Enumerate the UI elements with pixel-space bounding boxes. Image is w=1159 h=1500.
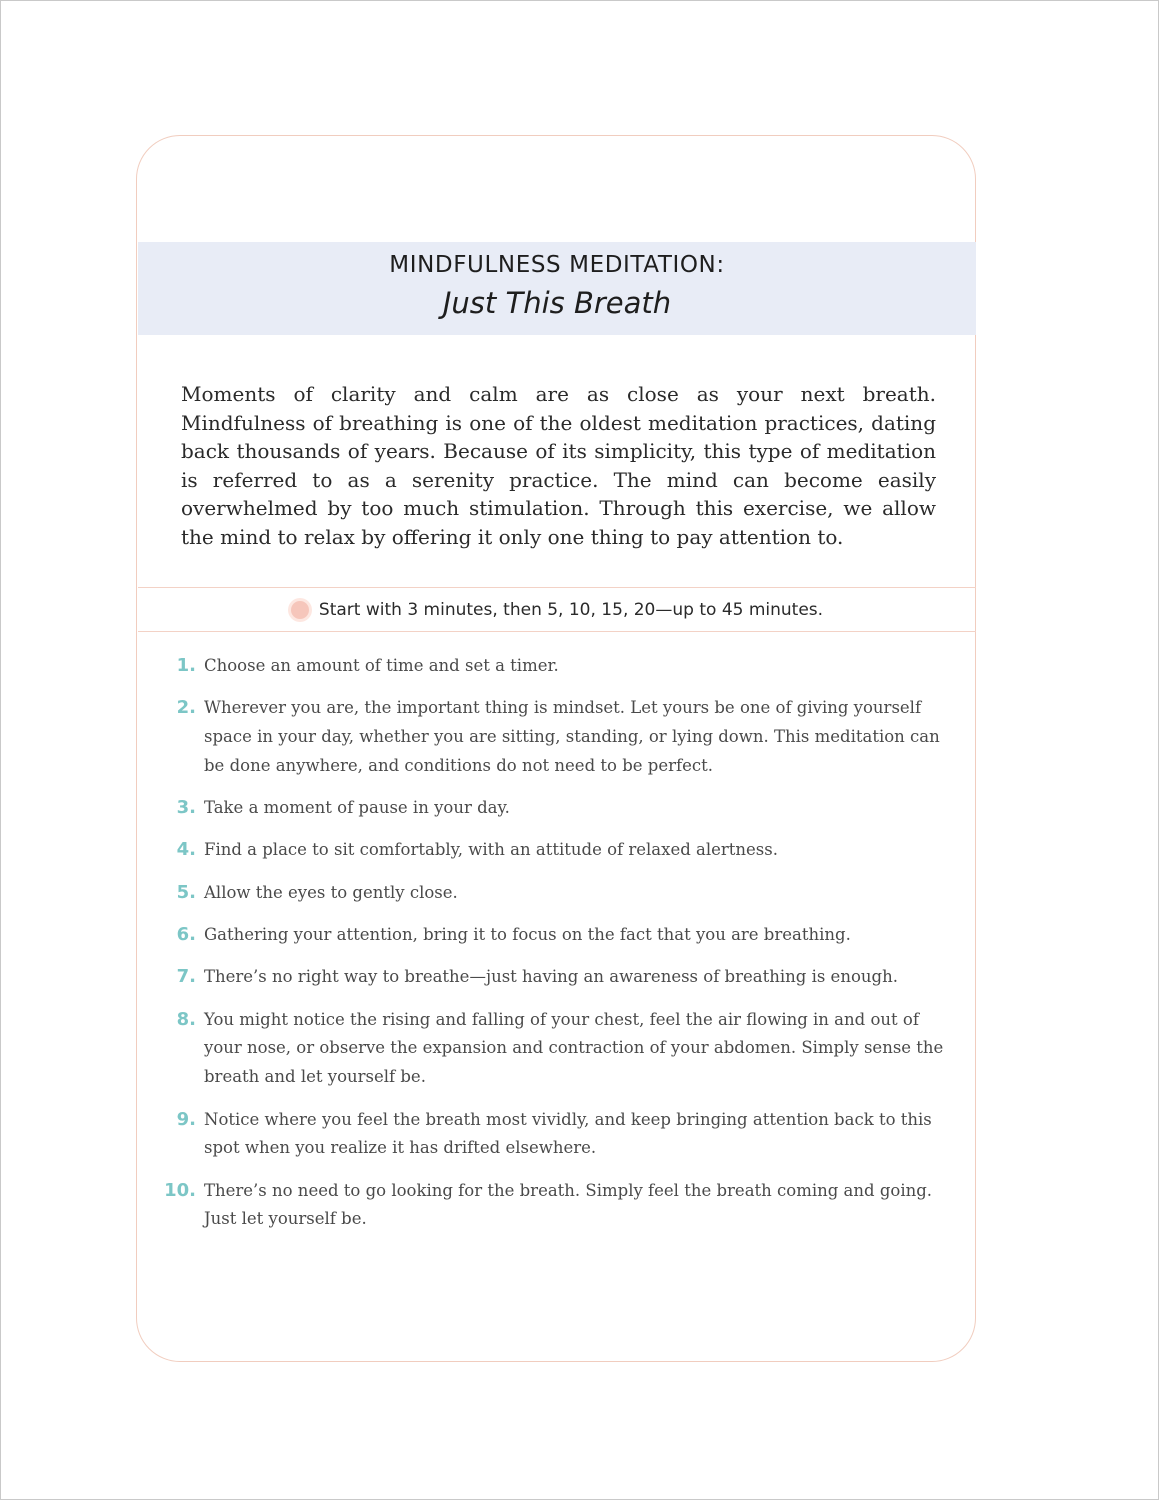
tip-text: Start with 3 minutes, then 5, 10, 15, 20—up to 45 minutes. bbox=[318, 600, 824, 620]
page-subtitle: Just This Breath bbox=[442, 286, 672, 320]
divider-bottom bbox=[138, 631, 976, 632]
step-number: 10. bbox=[164, 1179, 196, 1201]
step-text: You might notice the rising and falling of your chest, feel the air flowing in and out of your nose, or observe the expansion and contraction of your abdomen. Simply sense the breath and let yourself be. bbox=[204, 1009, 944, 1087]
step-text: Allow the eyes to gently close. bbox=[204, 882, 458, 902]
step-number: 2. bbox=[176, 697, 196, 719]
sun-dot-icon bbox=[291, 601, 309, 619]
list-item bbox=[150, 879, 950, 908]
list-item bbox=[150, 921, 950, 950]
list-item bbox=[150, 1177, 950, 1235]
step-text: Choose an amount of time and set a timer. bbox=[204, 656, 559, 675]
step-number: 6. bbox=[176, 924, 196, 946]
step-text: Gathering your attention, bring it to focus on the fact that you are breathing. bbox=[204, 925, 851, 945]
step-text: There’s no need to go looking for the breath. Simply feel the breath coming and going. Just let yourself be. bbox=[204, 1180, 933, 1229]
list-item bbox=[150, 694, 950, 780]
list-item bbox=[150, 1106, 950, 1164]
step-number: 1. bbox=[176, 655, 196, 676]
title-band bbox=[138, 242, 976, 335]
step-number: 4. bbox=[176, 839, 196, 861]
step-text: Take a moment of pause in your day. bbox=[204, 798, 510, 818]
step-number: 9. bbox=[176, 1108, 196, 1130]
step-number: 5. bbox=[176, 881, 196, 903]
tip-row bbox=[138, 589, 976, 631]
divider-top bbox=[138, 587, 976, 588]
list-item bbox=[150, 794, 950, 823]
steps-list bbox=[150, 652, 950, 1248]
list-item bbox=[150, 652, 950, 681]
list-item bbox=[150, 1006, 950, 1092]
step-text: There’s no right way to breathe—just having an awareness of breathing is enough. bbox=[204, 967, 898, 987]
page-title: MINDFULNESS MEDITATION: bbox=[389, 252, 725, 278]
list-item bbox=[150, 836, 950, 865]
intro-paragraph: Moments of clarity and calm are as close as your next breath. Mindfulness of breathing is one of the oldest meditation practices, dating back thousands of years. Because of its simplicity, this type of meditation is referred to as a serenity practice. The mind can become easily overwhelmed by too much stimulation. Through this exercise, we allow the mind to relax by offering it only one thing to pay attention to. bbox=[181, 382, 936, 549]
step-number: 7. bbox=[176, 966, 196, 988]
step-text: Notice where you feel the breath most vividly, and keep bringing attention back to this spot when you realize it has drifted elsewhere. bbox=[204, 1109, 932, 1158]
step-number: 8. bbox=[176, 1008, 196, 1030]
step-text: Wherever you are, the important thing is mindset. Let yours be one of giving yourself space in your day, whether you are sitting, standing, or lying down. This meditation can be done anywhere, and conditions do not need to be perfect. bbox=[204, 698, 940, 775]
step-text: Find a place to sit comfortably, with an attitude of relaxed alertness. bbox=[204, 840, 778, 860]
list-item bbox=[150, 963, 950, 992]
step-number: 3. bbox=[176, 797, 196, 819]
